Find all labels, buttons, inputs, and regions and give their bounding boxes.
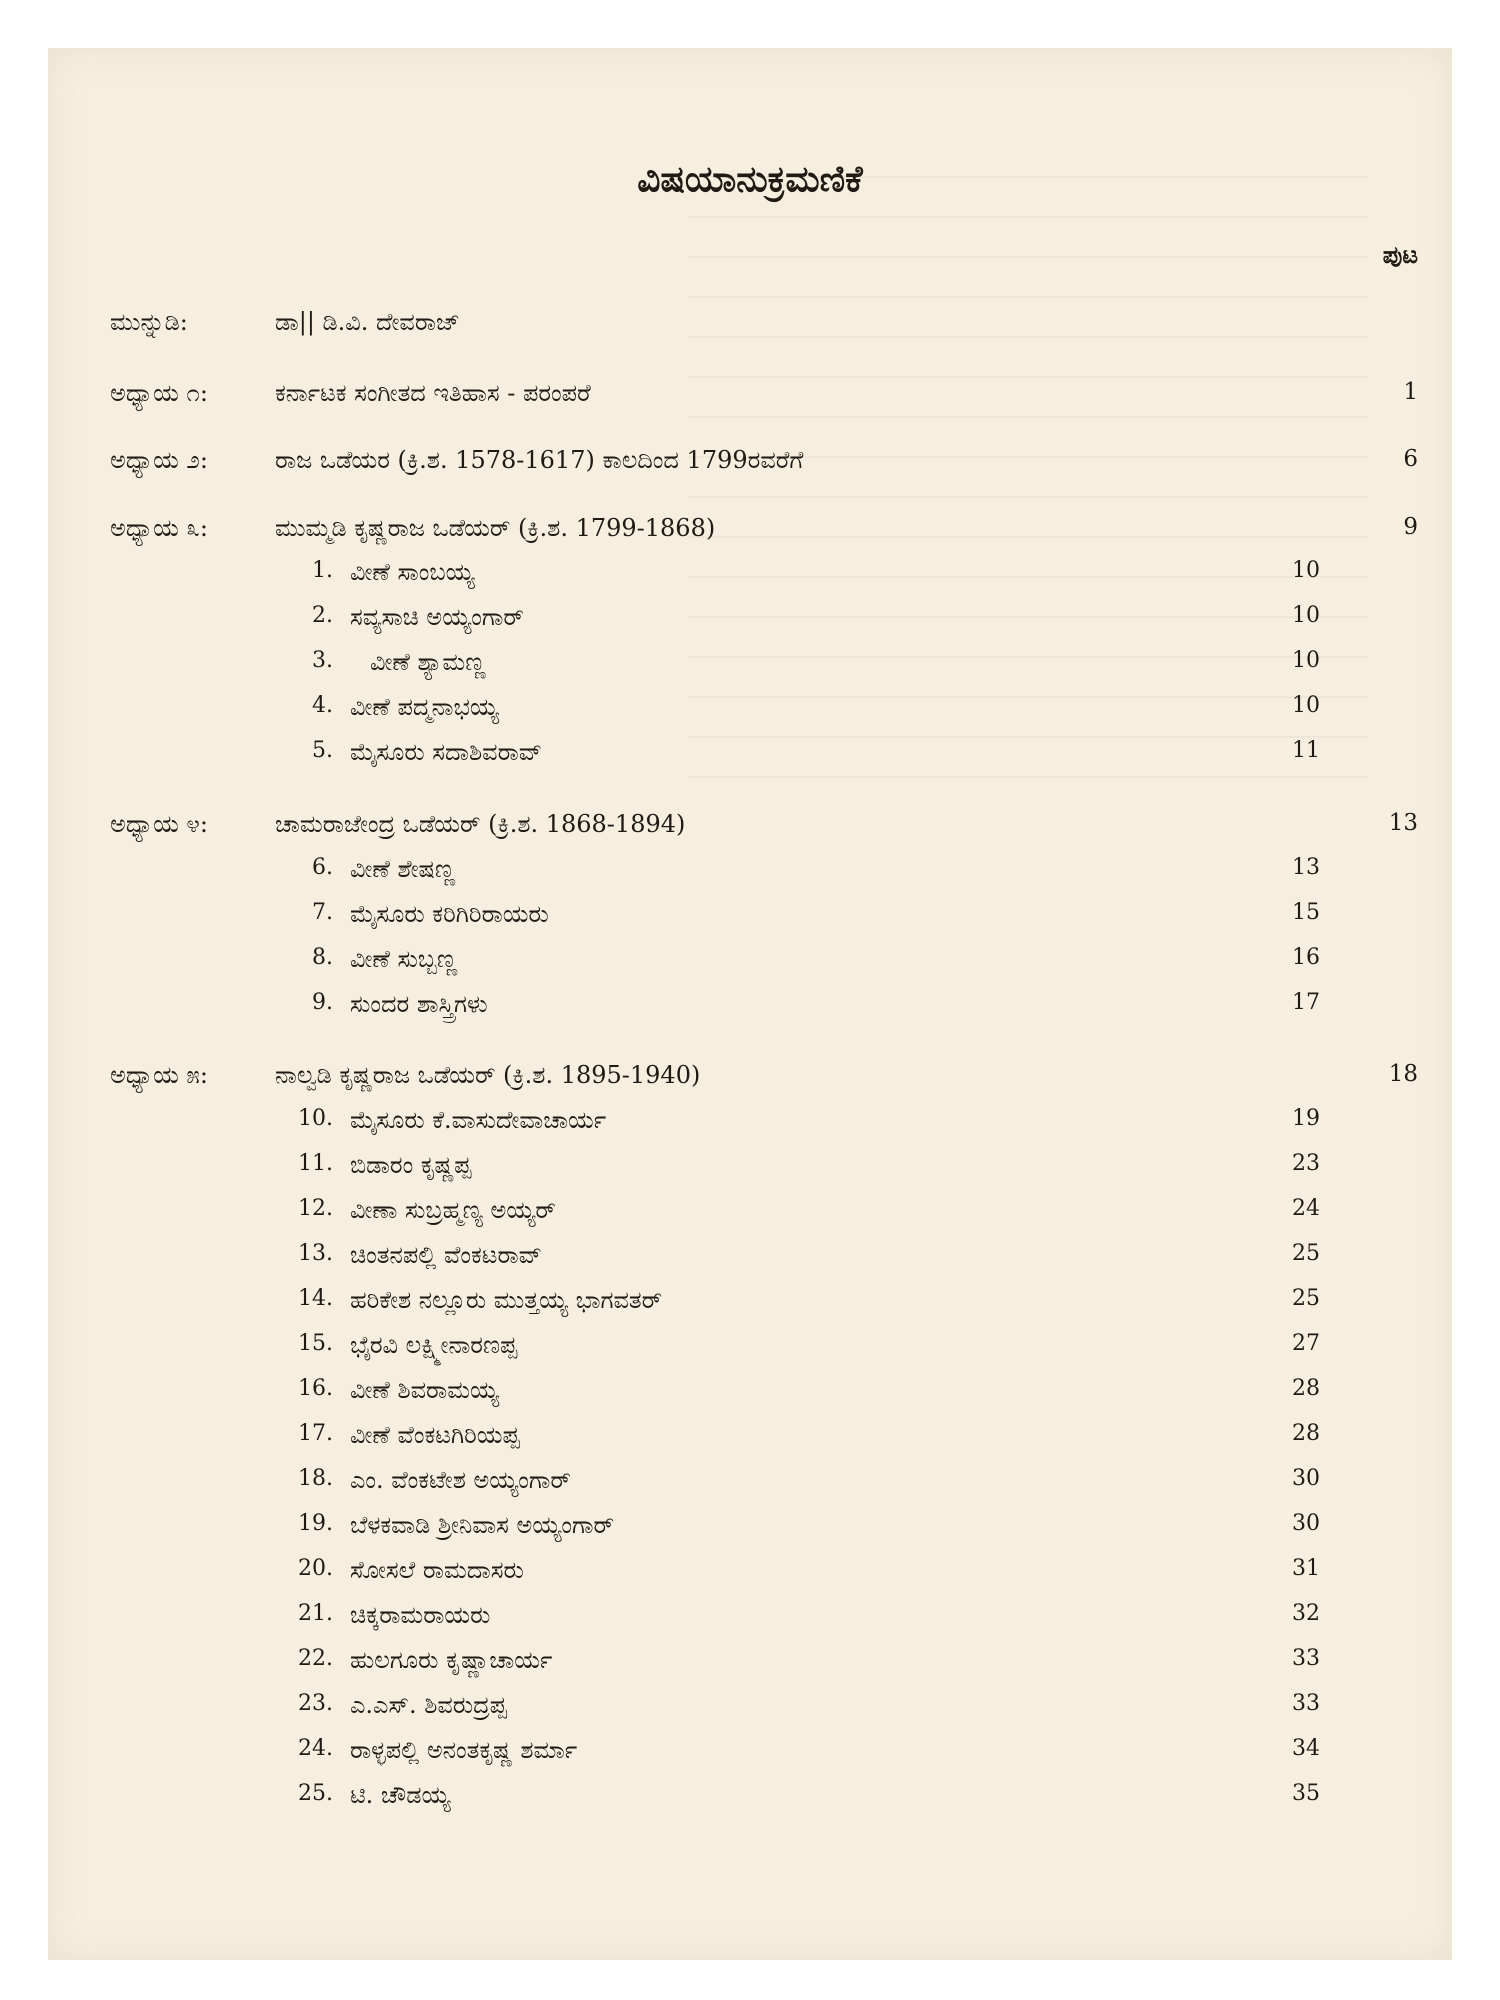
toc-item xyxy=(48,1106,1452,1146)
item-name: ವೀಣೆ ಶೇಷಣ್ಣ xyxy=(350,855,456,883)
item-name: ಸುಂದರ ಶಾಸ್ತ್ರಿಗಳು xyxy=(350,990,488,1018)
chapter-label: ಅಧ್ಯಾಯ ೫: xyxy=(110,1061,208,1089)
item-page: 10 xyxy=(1292,693,1320,718)
chapter-page: 6 xyxy=(1403,446,1418,472)
chapter-label: ಅಧ್ಯಾಯ ೪: xyxy=(110,810,208,838)
item-number: 19. xyxy=(298,1511,333,1536)
item-page: 32 xyxy=(1292,1601,1320,1626)
toc-item xyxy=(48,648,1452,688)
item-name: ಭೈರವಿ ಲಕ್ಷ್ಮೀನಾರಣಪ್ಪ xyxy=(350,1331,518,1359)
chapter-label: ಅಧ್ಯಾಯ ೧: xyxy=(110,379,208,407)
chapter-title: ನಾಲ್ವಡಿ ಕೃಷ್ಣರಾಜ ಒಡೆಯರ್ (ಕ್ರಿ.ಶ. 1895-1940) xyxy=(275,1061,701,1089)
item-page: 28 xyxy=(1292,1376,1320,1401)
item-number: 9. xyxy=(312,990,333,1015)
item-number: 11. xyxy=(298,1151,333,1176)
item-number: 12. xyxy=(298,1196,333,1221)
item-number: 2. xyxy=(312,603,333,628)
item-number: 21. xyxy=(298,1601,333,1626)
item-name: ವೀಣೆ ಶ್ಯಾಮಣ್ಣ xyxy=(370,648,486,676)
item-page: 25 xyxy=(1292,1286,1320,1311)
toc-item xyxy=(48,990,1452,1030)
toc-item xyxy=(48,1376,1452,1416)
page-column-header: ಪುಟ xyxy=(1382,240,1418,269)
toc-item xyxy=(48,945,1452,985)
toc-chapter xyxy=(48,1061,1452,1101)
toc-chapter xyxy=(48,379,1452,419)
item-name: ವೀಣಾ ಸುಬ್ರಹ್ಮಣ್ಯ ಅಯ್ಯರ್ xyxy=(350,1196,556,1224)
item-page: 33 xyxy=(1292,1691,1320,1716)
foreword-label: ಮುನ್ನುಡಿ: xyxy=(110,308,188,336)
toc-chapter xyxy=(48,514,1452,554)
page-title: ವಿಷಯಾನುಕ್ರಮಣಿಕೆ xyxy=(637,158,863,200)
chapter-page: 13 xyxy=(1388,810,1418,836)
toc-item xyxy=(48,1781,1452,1821)
toc-item xyxy=(48,1196,1452,1236)
toc-item xyxy=(48,1151,1452,1191)
toc-item xyxy=(48,1736,1452,1776)
item-number: 20. xyxy=(298,1556,333,1581)
toc-item xyxy=(48,1646,1452,1686)
item-page: 30 xyxy=(1292,1511,1320,1536)
item-name: ಬೆಳಕವಾಡಿ ಶ್ರೀನಿವಾಸ ಅಯ್ಯಂಗಾರ್ xyxy=(350,1511,614,1539)
item-page: 10 xyxy=(1292,603,1320,628)
item-page: 31 xyxy=(1292,1556,1320,1581)
chapter-title: ರಾಜ ಒಡೆಯರ (ಕ್ರಿ.ಶ. 1578-1617) ಕಾಲದಿಂದ 1799ರವರೆಗೆ xyxy=(275,446,804,474)
item-number: 6. xyxy=(312,855,333,880)
toc-item xyxy=(48,900,1452,940)
item-number: 18. xyxy=(298,1466,333,1491)
item-name: ವೀಣೆ ಸಾಂಬಯ್ಯ xyxy=(350,558,475,586)
toc-item xyxy=(48,738,1452,778)
item-page: 30 xyxy=(1292,1466,1320,1491)
item-number: 23. xyxy=(298,1691,333,1716)
chapter-page: 18 xyxy=(1388,1061,1418,1087)
item-number: 7. xyxy=(312,900,333,925)
toc-item xyxy=(48,1286,1452,1326)
item-name: ಟಿ. ಚೌಡಯ್ಯ xyxy=(350,1781,451,1809)
item-number: 1. xyxy=(312,558,333,583)
chapter-title: ಕರ್ನಾಟಕ ಸಂಗೀತದ ಇತಿಹಾಸ - ಪರಂಪರೆ xyxy=(275,379,591,407)
chapter-label: ಅಧ್ಯಾಯ ೩: xyxy=(110,514,208,542)
item-name: ಚಿಂತನಪಲ್ಲಿ ವೆಂಕಟರಾವ್ xyxy=(350,1241,542,1269)
toc-chapter xyxy=(48,810,1452,850)
item-name: ವೀಣೆ ಸುಬ್ಬಣ್ಣ xyxy=(350,945,458,973)
item-name: ಸವ್ಯಸಾಚಿ ಅಯ್ಯಂಗಾರ್ xyxy=(350,603,524,631)
item-number: 22. xyxy=(298,1646,333,1671)
toc-foreword xyxy=(48,308,1452,348)
item-page: 19 xyxy=(1292,1106,1320,1131)
item-number: 15. xyxy=(298,1331,333,1356)
item-name: ಚಿಕ್ಕರಾಮರಾಯರು xyxy=(350,1601,491,1629)
item-number: 3. xyxy=(312,648,333,673)
item-name: ಎಂ. ವೆಂಕಟೇಶ ಅಯ್ಯಂಗಾರ್ xyxy=(350,1466,571,1494)
item-page: 33 xyxy=(1292,1646,1320,1671)
item-name: ಮೈಸೂರು ಕೆ.ವಾಸುದೇವಾಚಾರ್ಯ xyxy=(350,1106,607,1134)
toc-item xyxy=(48,1601,1452,1641)
item-page: 28 xyxy=(1292,1421,1320,1446)
document-page xyxy=(48,48,1452,1960)
item-page: 34 xyxy=(1292,1736,1320,1761)
item-number: 10. xyxy=(298,1106,333,1131)
toc-item xyxy=(48,1421,1452,1461)
item-name: ಮೈಸೂರು ಕರಿಗಿರಿರಾಯರು xyxy=(350,900,549,928)
toc-item xyxy=(48,1556,1452,1596)
item-name: ರಾಳ್ಳಪಲ್ಲಿ ಅನಂತಕೃಷ್ಣ ಶರ್ಮಾ xyxy=(350,1736,578,1764)
item-name: ವೀಣೆ ವೆಂಕಟಗಿರಿಯಪ್ಪ xyxy=(350,1421,520,1449)
item-page: 10 xyxy=(1292,648,1320,673)
chapter-label: ಅಧ್ಯಾಯ ೨: xyxy=(110,446,208,474)
item-page: 11 xyxy=(1292,738,1320,763)
toc-item xyxy=(48,1511,1452,1551)
item-page: 23 xyxy=(1292,1151,1320,1176)
item-page: 27 xyxy=(1292,1331,1320,1356)
item-name: ಸೋಸಲೆ ರಾಮದಾಸರು xyxy=(350,1556,524,1584)
item-name: ಎ.ಎಸ್. ಶಿವರುದ್ರಪ್ಪ xyxy=(350,1691,507,1719)
item-page: 25 xyxy=(1292,1241,1320,1266)
toc-item xyxy=(48,1466,1452,1506)
toc-item xyxy=(48,1691,1452,1731)
item-number: 4. xyxy=(312,693,333,718)
chapter-page: 9 xyxy=(1403,514,1418,540)
item-number: 25. xyxy=(298,1781,333,1806)
item-number: 24. xyxy=(298,1736,333,1761)
item-number: 14. xyxy=(298,1286,333,1311)
item-page: 24 xyxy=(1292,1196,1320,1221)
toc-item xyxy=(48,558,1452,598)
item-page: 17 xyxy=(1292,990,1320,1015)
toc-item xyxy=(48,1241,1452,1281)
item-name: ವೀಣೆ ಪದ್ಮನಾಭಯ್ಯ xyxy=(350,693,499,721)
chapter-title: ಮುಮ್ಮಡಿ ಕೃಷ್ಣರಾಜ ಒಡೆಯರ್ (ಕ್ರಿ.ಶ. 1799-1868) xyxy=(275,514,716,542)
foreword-title: ಡಾ|| ಡಿ.ವಿ. ದೇವರಾಜ್ xyxy=(275,308,460,336)
item-page: 35 xyxy=(1292,1781,1320,1806)
item-number: 16. xyxy=(298,1376,333,1401)
toc-chapter xyxy=(48,446,1452,486)
item-page: 10 xyxy=(1292,558,1320,583)
item-page: 16 xyxy=(1292,945,1320,970)
item-name: ಬಿಡಾರಂ ಕೃಷ್ಣಪ್ಪ xyxy=(350,1151,472,1179)
toc-item xyxy=(48,855,1452,895)
item-number: 17. xyxy=(298,1421,333,1446)
chapter-title: ಚಾಮರಾಜೇಂದ್ರ ಒಡೆಯರ್ (ಕ್ರಿ.ಶ. 1868-1894) xyxy=(275,810,686,838)
item-page: 13 xyxy=(1292,855,1320,880)
toc-item xyxy=(48,1331,1452,1371)
toc-item xyxy=(48,603,1452,643)
toc-item xyxy=(48,693,1452,733)
item-page: 15 xyxy=(1292,900,1320,925)
item-number: 5. xyxy=(312,738,333,763)
item-number: 8. xyxy=(312,945,333,970)
item-name: ವೀಣೆ ಶಿವರಾಮಯ್ಯ xyxy=(350,1376,500,1404)
item-name: ಹರಿಕೇಶ ನಲ್ಲೂರು ಮುತ್ತಯ್ಯ ಭಾಗವತರ್ xyxy=(350,1286,663,1314)
chapter-page: 1 xyxy=(1403,379,1418,405)
item-number: 13. xyxy=(298,1241,333,1266)
item-name: ಮೈಸೂರು ಸದಾಶಿವರಾವ್ xyxy=(350,738,542,766)
item-name: ಹುಲಗೂರು ಕೃಷ್ಣಾಚಾರ್ಯ xyxy=(350,1646,553,1674)
